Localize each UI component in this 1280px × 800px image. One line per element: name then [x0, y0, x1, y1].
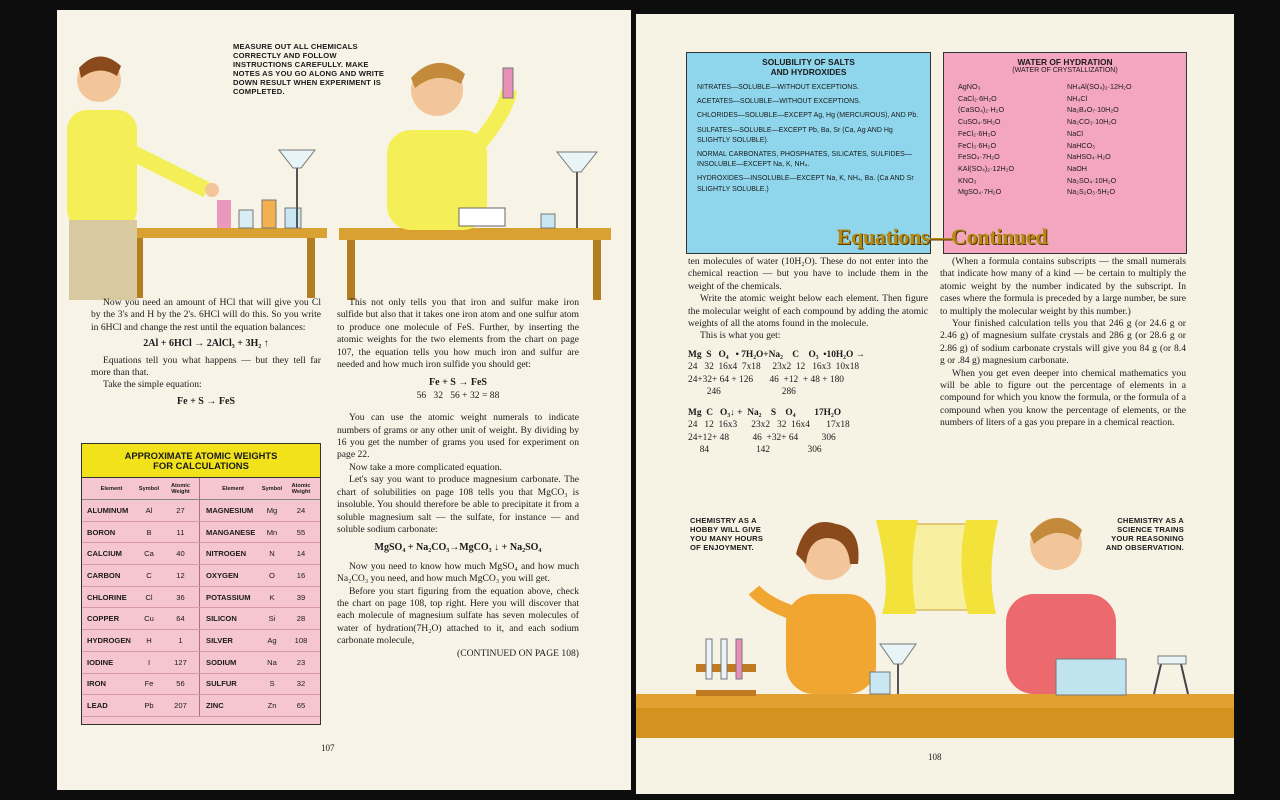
table-cell: Na	[267, 657, 277, 667]
hydrate-formula: KAl(SO₄)₂·12H₂O	[958, 163, 1015, 173]
solubility-rule: ACETATES—SOLUBLE—WITHOUT EXCEPTIONS.	[697, 98, 861, 106]
table-cell: Zn	[267, 701, 277, 711]
table-cell: SULFUR	[206, 679, 237, 689]
table-cell: LEAD	[87, 701, 108, 711]
table-cell: NITROGEN	[206, 549, 247, 559]
left-column-2	[337, 297, 579, 660]
page-number: 107	[321, 743, 335, 753]
table-cell: 16	[296, 570, 306, 580]
caption-left: CHEMISTRY AS A HOBBY WILL GIVE YOU MANY HOURS OF ENJOYMENT.	[690, 516, 764, 552]
header-note: MEASURE OUT ALL CHEMICALS CORRECTLY AND FOLLOW INSTRUCTIONS CAREFULLY. MAKE NOTES AS YOU GO ALONG AND WRITE DOWN RESULT WHEN EXPERIMENT IS COMPLETED.	[233, 42, 385, 96]
page-number: 108	[928, 752, 942, 762]
table-cell: 40	[162, 543, 200, 564]
paragraph: Write the atomic weight below each element. Then figure the molecular weight of each compound by adding the atomic weights of all the atoms found in the molecule.	[688, 293, 928, 330]
paragraph: Before you start figuring from the equation above, check the chart on page 108, top right. Here you will discover that each molecule of magnesium sulfate has seven molecules of water of hydration(7H₂O) attached to it, and each sodium carbonate molecule,	[337, 585, 579, 647]
hydrate-formula: MgSO₄·7H₂O	[958, 187, 1002, 197]
hydrate-formula: NaHCO₃	[1067, 140, 1096, 150]
table-cell: COPPER	[87, 614, 120, 624]
table-cell: Mg	[266, 505, 278, 515]
equation: MgSO₄ + Na₂CO₃→MgCO₃ ↓ + Na₂SO₄	[374, 542, 542, 554]
right-column-1	[688, 256, 928, 457]
paragraph: (When a formula contains subscripts — the small numerals that indicate how many of a kind — be certain to multiply the atomic weight by the number indicated by the subscript. In cases where the formula is preceded by a large number, be sure to multiply the molecular weight by this number.)	[940, 256, 1186, 317]
calculation-block	[688, 349, 928, 399]
equation: Fe + S → FeS	[429, 377, 487, 389]
calculation-block	[688, 407, 928, 457]
hydrate-formula: CaCl₂·6H₂O	[958, 93, 997, 103]
table-cell: O	[269, 570, 275, 580]
right-column-2	[940, 256, 1186, 430]
table-cell: MAGNESIUM	[206, 505, 254, 515]
paragraph: Now take a more complicated equation.	[349, 461, 502, 473]
hydrate-formula: NaCl	[1067, 128, 1083, 138]
paragraph: When you get even deeper into chemical mathematics you will be able to figure out the percentage of elements in a compound for which you know the formula, or the formula of a compound when you know the percentage of elements, or the numbers of liters of a gas you prepare in a chemical reaction.	[940, 367, 1186, 429]
caption-right: CHEMISTRY AS A SCIENCE TRAINS YOUR REASONING AND OBSERVATION.	[1105, 516, 1184, 552]
equation: 2Al + 6HCl → 2AlCl₃ + 3H₂ ↑	[143, 338, 269, 350]
table-cell: MANGANESE	[206, 527, 256, 537]
calculation-line: Mg C O₃↓ + Na₂ S O₄ 17H₂O	[688, 407, 842, 418]
calculation-line: 24+32+ 64 + 126 46 +12 + 48 + 180	[688, 374, 844, 385]
right-page	[636, 14, 1234, 794]
table-cell: IRON	[87, 679, 106, 689]
hydrate-formula: NH₄Cl	[1067, 93, 1088, 103]
hydrate-formula: NH₄Al(SO₄)₂·12H₂O	[1067, 82, 1132, 91]
table-cell: 39	[296, 592, 306, 602]
table-row	[82, 695, 320, 717]
table-cell: 127	[162, 652, 200, 673]
lab-illustration-bottom	[636, 504, 1234, 754]
table-row	[82, 500, 320, 522]
paragraph: This is what you get:	[700, 330, 781, 342]
paragraph: Your finished calculation tells you that 246 g (or 24.6 g or 2.46 g) of magnesium sulfate crystals and 286 g (or 28.6 g or 2.86 g) of sodium carbonate crystals will give you 84 g (or 8.4 g or .84 g) magnesium carbonate.	[940, 318, 1186, 367]
table-cell: 27	[162, 500, 200, 521]
table-cell: 11	[162, 522, 200, 543]
table-cell: 108	[294, 635, 308, 645]
table-cell: 65	[296, 701, 306, 711]
atomic-weights-table	[81, 443, 321, 725]
hydrate-formula: NaOH	[1067, 163, 1087, 173]
hydrate-formula: FeSO₄·7H₂O	[958, 152, 1000, 162]
table-cell: Cl	[145, 592, 153, 602]
hydrate-formula: CuSO₄·5H₂O	[958, 117, 1001, 127]
table-cell: C	[146, 570, 152, 580]
solubility-rule: SULFATES—SOLUBLE—EXCEPT Pb, Ba, Sr (Ca, Ag AND Hg SLIGHTLY SOLUBLE).	[697, 126, 893, 144]
table-row	[82, 543, 320, 565]
hydration-list	[944, 75, 1186, 198]
table-cell: CHLORINE	[87, 592, 127, 602]
lab-illustration-top	[57, 50, 631, 300]
table-cell: CARBON	[87, 570, 121, 580]
hydrate-formula: AgNO₃	[958, 82, 981, 91]
calculation-line: 246 286	[688, 387, 796, 398]
table-cell: B	[146, 527, 152, 537]
paragraph: ten molecules of water (10H₂O). These do not enter into the chemical reaction — but you have to include them in the weight of the chemicals.	[688, 256, 928, 292]
table-cell: ZINC	[206, 701, 224, 711]
calculation-line: Mg S O₄ • 7H₂O+Na₂ C O₃ •10H₂O →	[688, 349, 866, 360]
solubility-rule: CHLORIDES—SOLUBLE—EXCEPT Ag, Hg (MERCUROUS), AND Pb.	[697, 112, 919, 120]
table-cell: 24	[296, 505, 306, 515]
calculation-line: 24 32 16x4 7x18 23x2 12 16x3 10x18	[688, 362, 860, 373]
table-cell: 207	[162, 695, 200, 716]
hydrate-formula: FeCl₃·6H₂O	[958, 140, 997, 150]
table-cell: SILICON	[206, 614, 237, 624]
hydrate-formula: (CaSO₄)₂·H₂O	[958, 105, 1005, 115]
paragraph: Now you need to know how much MgSO₄ and how much Na₂CO₃ you need, and how much MgCO₃ you will get.	[337, 560, 579, 585]
hydrate-formula: Na₂SO₄·10H₂O	[1067, 175, 1117, 185]
solubility-list	[687, 83, 930, 195]
table-cell: BORON	[87, 527, 116, 537]
table-cell: Ag	[267, 635, 277, 645]
paragraph: Let's say you want to produce magnesium carbonate. The chart of solubilities on page 108 tells you that MgCO₃ is insoluble. You should therefore be able to precipitate it from a soluble magnesium salt — the sulfate, for instance — and soluble sodium carbonate:	[337, 474, 579, 535]
calculation-line: 84 142 306	[688, 445, 822, 456]
table-cell: 36	[162, 587, 200, 608]
left-page	[57, 10, 631, 790]
table-cell: Fe	[144, 679, 154, 689]
paragraph: You can use the atomic weight numerals to indicate numbers of grams or any other unit of weight. By dividing by 16 you get the number of grams you used for experiment on page 22.	[337, 412, 579, 461]
hydrate-formula: Na₂B₄O₇·10H₂O	[1067, 105, 1119, 115]
table-cell: N	[269, 549, 275, 559]
table-header: Element Symbol Atomic Weight Element Symbol Atomic Weight	[82, 478, 320, 500]
solubility-rule: HYDROXIDES—INSOLUBLE—EXCEPT Na, K, NH₄, Ba. (Ca AND Sr SLIGHTLY SOLUBLE.)	[697, 175, 914, 193]
table-row	[82, 652, 320, 674]
paragraph: Now you need an amount of HCl that will give you Cl by the 3's and H by the 2's. 6HCl will do this. So you write in 6HCl and change the rest until the equation balances:	[91, 297, 321, 333]
hydrate-formula: NaHSO₄·H₂O	[1067, 152, 1111, 162]
table-cell: Al	[145, 505, 153, 515]
calculation-line: 24+12+ 48 46 +32+ 64 306	[688, 432, 836, 443]
table-body	[82, 500, 320, 717]
hydration-subtitle: (WATER OF CRYSTALLIZATION)	[1012, 67, 1118, 74]
hydrate-formula: Na₂CO₃·10H₂O	[1067, 117, 1117, 127]
calculation-line: 24 12 16x3 23x2 32 16x4 17x18	[688, 420, 850, 431]
solubility-title: SOLUBILITY OF SALTS AND HYDROXIDES	[762, 57, 855, 77]
equation-weights: 56 32 56 + 32 = 88	[416, 389, 500, 401]
table-cell: S	[269, 679, 275, 689]
table-cell: 14	[296, 549, 306, 559]
table-cell: 64	[162, 608, 200, 629]
table-cell: POTASSIUM	[206, 592, 251, 602]
table-cell: ALUMINUM	[87, 505, 129, 515]
table-cell: I	[147, 657, 151, 667]
table-cell: Ca	[144, 549, 154, 559]
table-cell: 56	[162, 674, 200, 695]
solubility-rule: NORMAL CARBONATES, PHOSPHATES, SILICATES, SULFIDES—INSOLUBLE—EXCEPT Na, K, NH₄.	[697, 151, 912, 169]
table-row	[82, 608, 320, 630]
paragraph: Take the simple equation:	[103, 379, 202, 391]
hydrate-formula: FeCl₂·6H₂O	[958, 128, 996, 138]
solubility-rule: NITRATES—SOLUBLE—WITHOUT EXCEPTIONS.	[697, 84, 859, 91]
paragraph: This not only tells you that iron and sulfur make iron sulfide but also that it takes one iron atom and one sulfur atom to produce one molecule of FeS. Further, by inserting the atomic weights for the two elements from the chart on page 107, the equation tells you how much iron and sulfur are needed and how much iron sulfide you should get:	[337, 297, 579, 371]
table-cell: Cu	[144, 614, 154, 624]
left-column-1	[91, 297, 321, 412]
table-title: APPROXIMATE ATOMIC WEIGHTS FOR CALCULATIONS	[82, 444, 320, 478]
table-cell: Mn	[266, 527, 278, 537]
table-cell: OXYGEN	[206, 570, 239, 580]
table-cell: K	[269, 592, 275, 602]
table-cell: HYDROGEN	[87, 635, 131, 645]
table-cell: 55	[296, 527, 306, 537]
table-cell: IODINE	[87, 657, 114, 667]
table-cell: 23	[296, 657, 306, 667]
table-cell: SODIUM	[206, 657, 237, 667]
hydration-title: WATER OF HYDRATION	[1017, 57, 1113, 67]
table-cell: CALCIUM	[87, 549, 123, 559]
table-cell: 32	[296, 679, 306, 689]
table-row	[82, 674, 320, 696]
table-cell: 12	[162, 565, 200, 586]
table-row	[82, 630, 320, 652]
table-row	[82, 522, 320, 544]
hydrate-formula: KNO₃	[958, 175, 977, 185]
continued-note: (CONTINUED ON PAGE 108)	[457, 647, 579, 659]
table-row	[82, 565, 320, 587]
table-cell: 1	[162, 630, 200, 651]
table-row	[82, 587, 320, 609]
table-cell: 28	[296, 614, 306, 624]
section-heading: Equations—Continued	[836, 224, 1048, 249]
table-cell: SILVER	[206, 635, 233, 645]
table-cell: H	[146, 635, 152, 645]
table-cell: Pb	[144, 701, 154, 711]
hydrate-formula: Na₂S₂O₃·5H₂O	[1067, 187, 1116, 197]
paragraph: Equations tell you what happens — but they tell far more than that.	[91, 354, 321, 379]
equation: Fe + S → FeS	[177, 395, 235, 407]
table-cell: Si	[268, 614, 276, 624]
